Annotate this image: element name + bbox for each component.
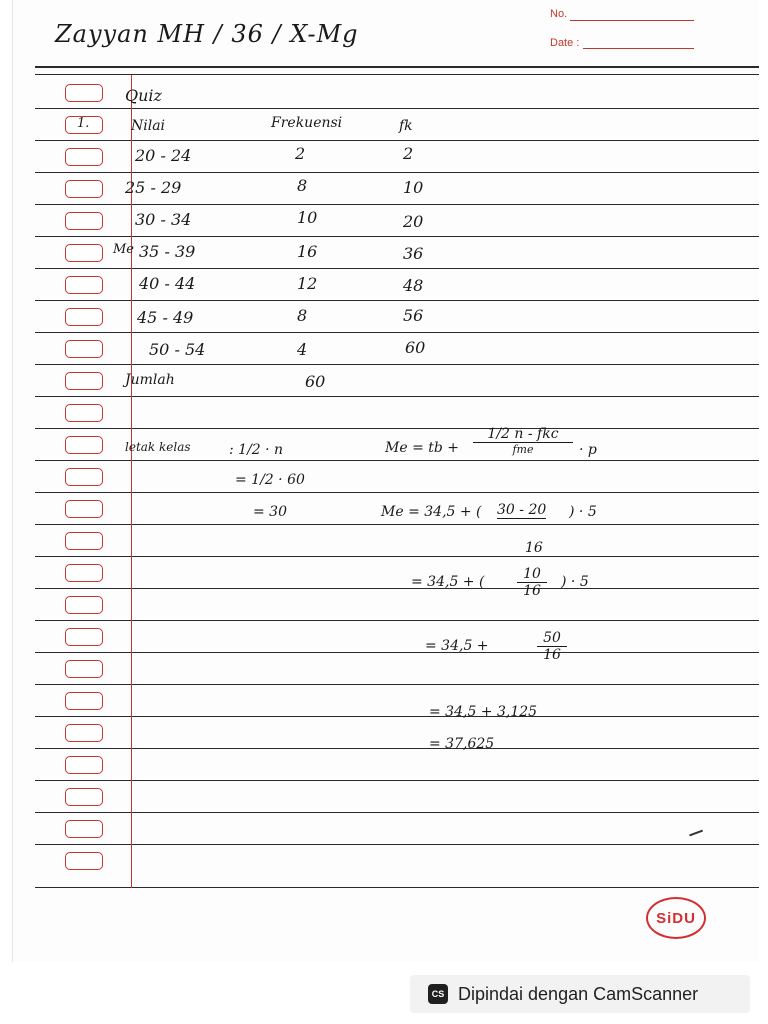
table-cell-nilai: 40 - 44 — [139, 274, 196, 293]
checkbox — [65, 308, 103, 326]
formula-prefix: Me = tb + — [385, 440, 460, 456]
checkbox — [65, 596, 103, 614]
table-cell-fk: 60 — [405, 338, 426, 357]
checkbox — [65, 180, 103, 198]
formula-numerator: 1/2 n - fkc — [473, 426, 573, 443]
step-1-suffix: ) · 5 — [569, 504, 597, 520]
date-field-line — [583, 48, 694, 49]
item-number: 1. — [77, 116, 90, 131]
table-cell-frekuensi: 10 — [297, 208, 318, 227]
table-cell-fk: 36 — [403, 244, 424, 263]
table-cell-nilai: 20 - 24 — [135, 146, 192, 165]
table-cell-fk: 20 — [403, 212, 424, 231]
letak-line: = 1/2 · 60 — [235, 472, 305, 488]
table-cell-nilai: 45 - 49 — [137, 308, 194, 327]
checkbox — [65, 404, 103, 422]
table-cell-nilai: 35 - 39 — [139, 242, 196, 261]
sidu-logo — [646, 897, 706, 939]
step-4: = 34,5 + 3,125 — [429, 704, 538, 720]
checkbox — [65, 372, 103, 390]
top-rule-2 — [35, 74, 759, 75]
step-5-result: = 37,625 — [429, 736, 495, 752]
step-3-fraction — [537, 630, 567, 663]
table-cell-fk: 10 — [403, 178, 424, 197]
step-2-fraction — [517, 566, 547, 599]
no-label: No. — [550, 8, 568, 20]
header-frekuensi: Frekuensi — [271, 115, 343, 131]
formula-suffix: · p — [579, 442, 597, 458]
header-nilai: Nilai — [131, 118, 166, 134]
table-cell-frekuensi: 4 — [297, 340, 308, 359]
table-cell-nilai: 25 - 29 — [125, 178, 182, 197]
table-cell-fk: 2 — [403, 144, 414, 163]
top-rule — [35, 66, 759, 68]
letak-line: = 30 — [253, 504, 287, 520]
total-label: Jumlah — [125, 372, 175, 388]
checkbox — [65, 532, 103, 550]
letak-label: letak kelas — [125, 440, 191, 454]
table-cell-frekuensi: 8 — [297, 176, 308, 195]
step-1-prefix: Me = 34,5 + ( — [381, 504, 482, 520]
table-cell-nilai: 50 - 54 — [149, 340, 206, 359]
step-3-denominator: 16 — [543, 647, 561, 663]
checkbox — [65, 500, 103, 518]
checkbox — [65, 276, 103, 294]
checkbox — [65, 724, 103, 742]
checkbox — [65, 820, 103, 838]
table-cell-fk: 56 — [403, 306, 424, 325]
checkbox — [65, 628, 103, 646]
table-cell-frekuensi: 2 — [295, 144, 306, 163]
step-2-numerator: 10 — [517, 566, 547, 583]
checkbox — [65, 468, 103, 486]
table-cell-frekuensi: 12 — [297, 274, 318, 293]
logo-text: SiDU — [656, 909, 696, 927]
section-title: Quiz — [125, 86, 162, 105]
checkbox — [65, 212, 103, 230]
notebook-page — [12, 0, 759, 962]
pen-mark — [689, 830, 703, 836]
median-class-marker: Me — [113, 242, 135, 257]
checkbox — [65, 148, 103, 166]
step-1-denominator: 16 — [525, 540, 543, 556]
step-3-prefix: = 34,5 + — [425, 638, 489, 654]
checkbox — [65, 660, 103, 678]
date-label: Date : — [550, 37, 580, 49]
checkbox — [65, 340, 103, 358]
checkbox — [65, 436, 103, 454]
checkbox — [65, 692, 103, 710]
checkbox — [65, 788, 103, 806]
checkbox — [65, 244, 103, 262]
step-2-suffix: ) · 5 — [561, 574, 589, 590]
step-1-numerator: 30 - 20 — [497, 502, 547, 518]
step-2-denominator: 16 — [523, 583, 541, 599]
table-cell-frekuensi: 16 — [297, 242, 318, 261]
formula-denominator: fme — [512, 443, 534, 456]
table-cell-nilai: 30 - 34 — [135, 210, 192, 229]
checkbox — [65, 84, 103, 102]
table-cell-fk: 48 — [403, 276, 424, 295]
step-3-numerator: 50 — [537, 630, 567, 647]
checkbox — [65, 852, 103, 870]
checkbox — [65, 564, 103, 582]
checkbox — [65, 756, 103, 774]
student-name: Zayyan MH / 36 / X-Mg — [55, 20, 359, 48]
formula-fraction — [473, 426, 573, 456]
header-fk: fk — [399, 118, 413, 134]
total-value: 60 — [305, 372, 326, 391]
camscanner-watermark — [410, 975, 750, 1013]
no-field-line — [570, 20, 694, 21]
letak-line: : 1/2 · n — [229, 442, 284, 458]
camscanner-text: Dipindai dengan CamScanner — [458, 983, 699, 1004]
step-2-prefix: = 34,5 + ( — [411, 574, 485, 590]
camscanner-icon: CS — [428, 984, 448, 1004]
table-cell-frekuensi: 8 — [297, 306, 308, 325]
